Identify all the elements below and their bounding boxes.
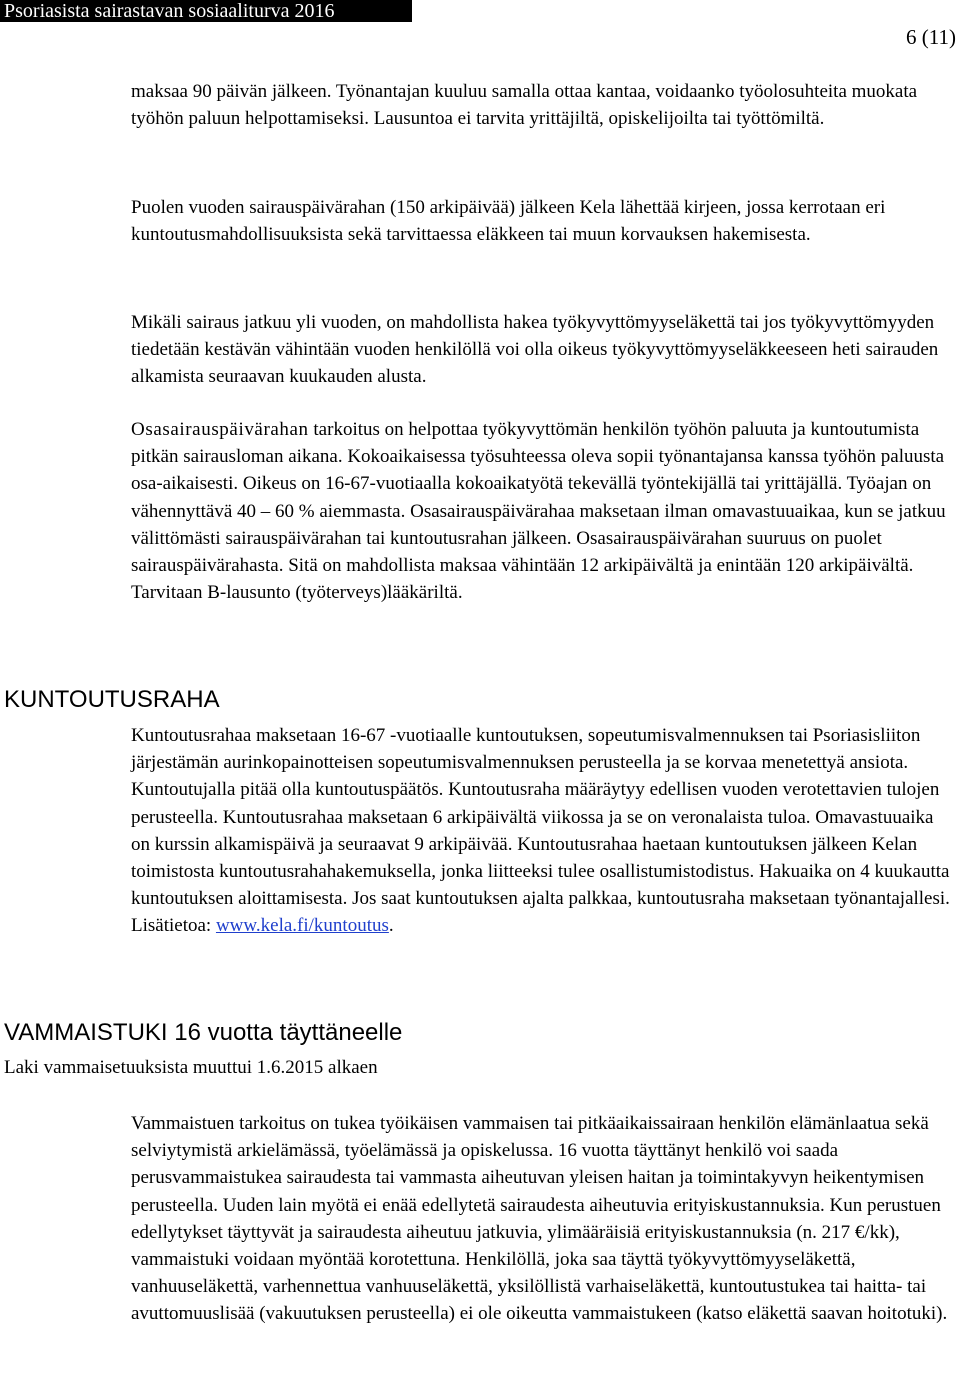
paragraph-kuntoutusraha — [131, 722, 955, 940]
kuntoutusraha-text-end: . — [388, 915, 394, 937]
paragraph-vammaistuki: Vammaistuen tarkoitus on tukea työikäisen vammaisen tai pitkäaikaissairaan henkilön elämänlaatua sekä selviytymistä arkielämässä, työelämässä ja opiskelussa. 16 vuotta täyttänyt henkilö voi saada perusvammaistukea sairaudesta tai vammasta aiheutuvan yleisen haitan ja toimintakyvyn heikentymisen perusteella. Uuden lain myötä ei enää edellytetä sairaudesta aiheutuvia erityiskustannuksia. Kun perustuen edellytykset täyttyvät ja sairaudesta aiheutuu jatkuvia, ylimääräisiä erityiskustannuksia (n. 217 €/kk), vammaistuki voidaan myöntää korotettuna. Henkilöllä, joka saa täyttä työkyvyttömyyseläkettä, vanhuuseläkettä, varhennettua vanhuuseläkettä, yksilöllistä varhaiseläkettä, kuntoutustukea tai haitta- tai avuttomuuslisää (vakuutuksen perusteella) ei ole oikeutta vammaistukeen (katso eläkettä saavan hoitotuki). — [131, 1113, 948, 1325]
paragraph-puolen-vuoden: Puolen vuoden sairauspäivärahan (150 arkipäivää) jälkeen Kela lähettää kirjeen, jossa kerrotaan eri kuntoutusmahdollisuuksista sekä tarvittaessa eläkkeen tai muun korvauksen hakemisesta. — [131, 197, 886, 246]
paragraph-lausunto: maksaa 90 päivän jälkeen. Työnantajan kuuluu samalla ottaa kantaa, voidaanko työolosuhteita muokata työhön paluun helpottamiseksi. Lausuntoa ei tarvita yrittäjiltä, opiskelijoilta tai työttömiltä. — [131, 81, 918, 130]
document-header-title: Psoriasista sairastavan sosiaaliturva 2016 — [0, 0, 412, 22]
osasairauspaivaraha-text: tarkoitus on helpottaa työkyvyttömän henkilön työhön paluuta ja kuntoutumista pitkän sairausloman aikana. Kokoaikaisessa työsuhteessa oleva sopii työnantajansa kanssa työhön paluusta osa-aikaisesti. Oikeus on 16-67-vuotiaalla kokoaikatyötä tekevällä työntekijällä tai yrittäjällä. Työajan on vähennyttävä 40 – 60 % aiemmasta. Osasairauspäivärahaa maksetaan ilman omavastuuaikaa, kun se jatkuu välittömästi sairauspäivärahan tai kuntoutusrahan jälkeen. Osasairauspäivärahan suuruus on puolet sairauspäivärahasta. Sitä on mahdollista maksaa vähintään 12 arkipäivältä ja enintään 120 arkipäivältä. Tarvitaan B-lausunto (työterveys)lääkäriltä. — [131, 419, 946, 604]
page-number: 6 (11) — [906, 25, 956, 49]
paragraph-tyokyvyttomyys: Mikäli sairaus jatkuu yli vuoden, on mahdollista hakea työkyvyttömyyseläkettä tai jos työkyvyttömyyden tiedetään kestävän vähintään vuoden henkilöllä voi olla oikeus työkyvyttömyyseläkkeeseen heti sairauden alkamista seuraavan kuukauden alusta. — [131, 312, 939, 388]
vammaistuki-law-change: Laki vammaisetuuksista muuttui 1.6.2015 alkaen — [4, 1057, 378, 1078]
heading-vammaistuki: VAMMAISTUKI 16 vuotta täyttäneelle — [4, 1019, 403, 1046]
kela-kuntoutus-link[interactable]: www.kela.fi/kuntoutus — [215, 915, 389, 937]
osasairauspaivaraha-term: Osasairauspäivärahan — [131, 419, 309, 440]
heading-kuntoutusraha: KUNTOUTUSRAHA — [4, 686, 220, 713]
paragraph-osasairauspaivaraha — [131, 416, 955, 606]
kuntoutusraha-text: Kuntoutusrahaa maksetaan 16-67 -vuotiaalle kuntoutuksen, sopeutumisvalmennuksen tai Psoriasisliiton järjestämän aurinkopainotteisen sopeutumisvalmennuksen perusteella ja se korvaa menetettyä ansiota. Kuntoutujalla pitää olla kuntoutuspäätös. Kuntoutusraha määräytyy edellisen vuoden verotettavien tulojen perusteella. Kuntoutusrahaa maksetaan 6 arkipäivältä viikossa ja se on veronalaista tuloa. Omavastuuaika on kurssin alkamispäivä ja seuraavat 9 arkipäivää. Kuntoutusrahaa haetaan kuntoutuksen jälkeen Kelan toimistosta kuntoutusrahahakemuksella, jonka liitteeksi tulee osallistumistodistus. Hakuaika on 4 kuukautta kuntoutuksen aloittamisesta. Jos saat kuntoutuksen ajalta palkkaa, kuntoutusraha maksetaan työnantajallesi. Lisätietoa: — [131, 725, 950, 937]
